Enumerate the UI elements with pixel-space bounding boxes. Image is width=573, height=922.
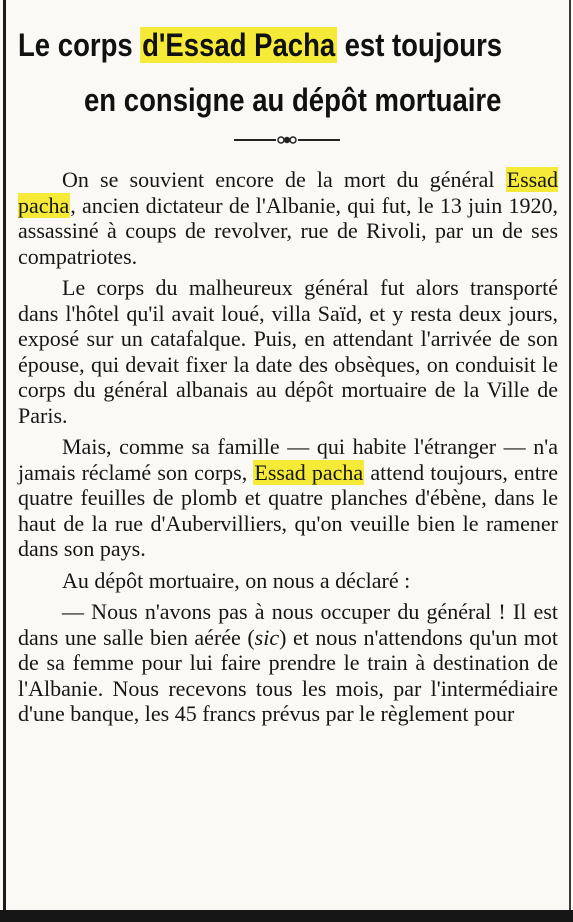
paragraph-1 [18,167,558,269]
headline-line-1 [18,25,503,65]
ornament-divider-icon [234,134,340,146]
bottom-border [0,910,573,922]
headline-highlight: d'Essad Pacha [142,27,336,63]
paragraph-4: Au dépôt mortuaire, on nous a déclaré : [62,567,411,593]
paragraph-3-text-a: Mais, comme sa famille — qui habite l'étranger — n'a jamais réclamé son corps, [18,434,558,485]
paragraph-3-text-b: attend toujours, entre quatre feuilles de plomb et quatre planches d'ébène, dans le haut de la rue d'Aubervilliers, qu'on veuille bien le ramener dans son pays. [18,459,558,561]
right-column-rule [569,0,571,922]
paragraph-5-text-b: ) et nous n'attendons qu'un mot de sa femme pour lui faire prendre le train à destination de l'Albanie. Nous recevons tous les mois, par l'intermédiaire d'une banque, les 45 francs prévus par le règlement pour [18,624,558,726]
article-body [18,167,558,727]
paragraph-1-text-a: On se souvient encore de la mort du général [62,167,506,192]
headline-text-post: est toujours [336,27,503,63]
headline-line-2: en consigne au dépôt mortuaire [84,82,502,118]
highlight-essad-pacha-2: Essad pacha [254,459,364,485]
paragraph-5 [18,599,558,727]
paragraph-1-text-b: , ancien dictateur de l'Albanie, qui fut, le 13 juin 1920, assassiné à coups de revolver, rue de Rivoli, par un de ses compatriotes. [18,192,558,269]
left-column-rule [3,0,6,922]
highlight-essad-pacha-1: Essad pacha [18,167,558,218]
paragraph-5-text-a: — Nous n'avons pas à nous occuper du général ! Il est dans une salle bien aérée ( [18,599,558,650]
paragraph-3 [18,434,558,562]
sic-italic: sic [254,624,280,650]
paragraph-2: Le corps du malheureux général fut alors transporté dans l'hôtel qu'il avait loué, villa Saïd, et y resta deux jours, exposé sur un catafalque. Puis, en attendant l'arrivée de son épouse, qui devait fixer la date des obsèques, on conduisit le corps du général albanais au dépôt mortuaire de la Ville de Paris. [18,275,558,428]
headline-text-pre: Le corps [18,27,141,63]
